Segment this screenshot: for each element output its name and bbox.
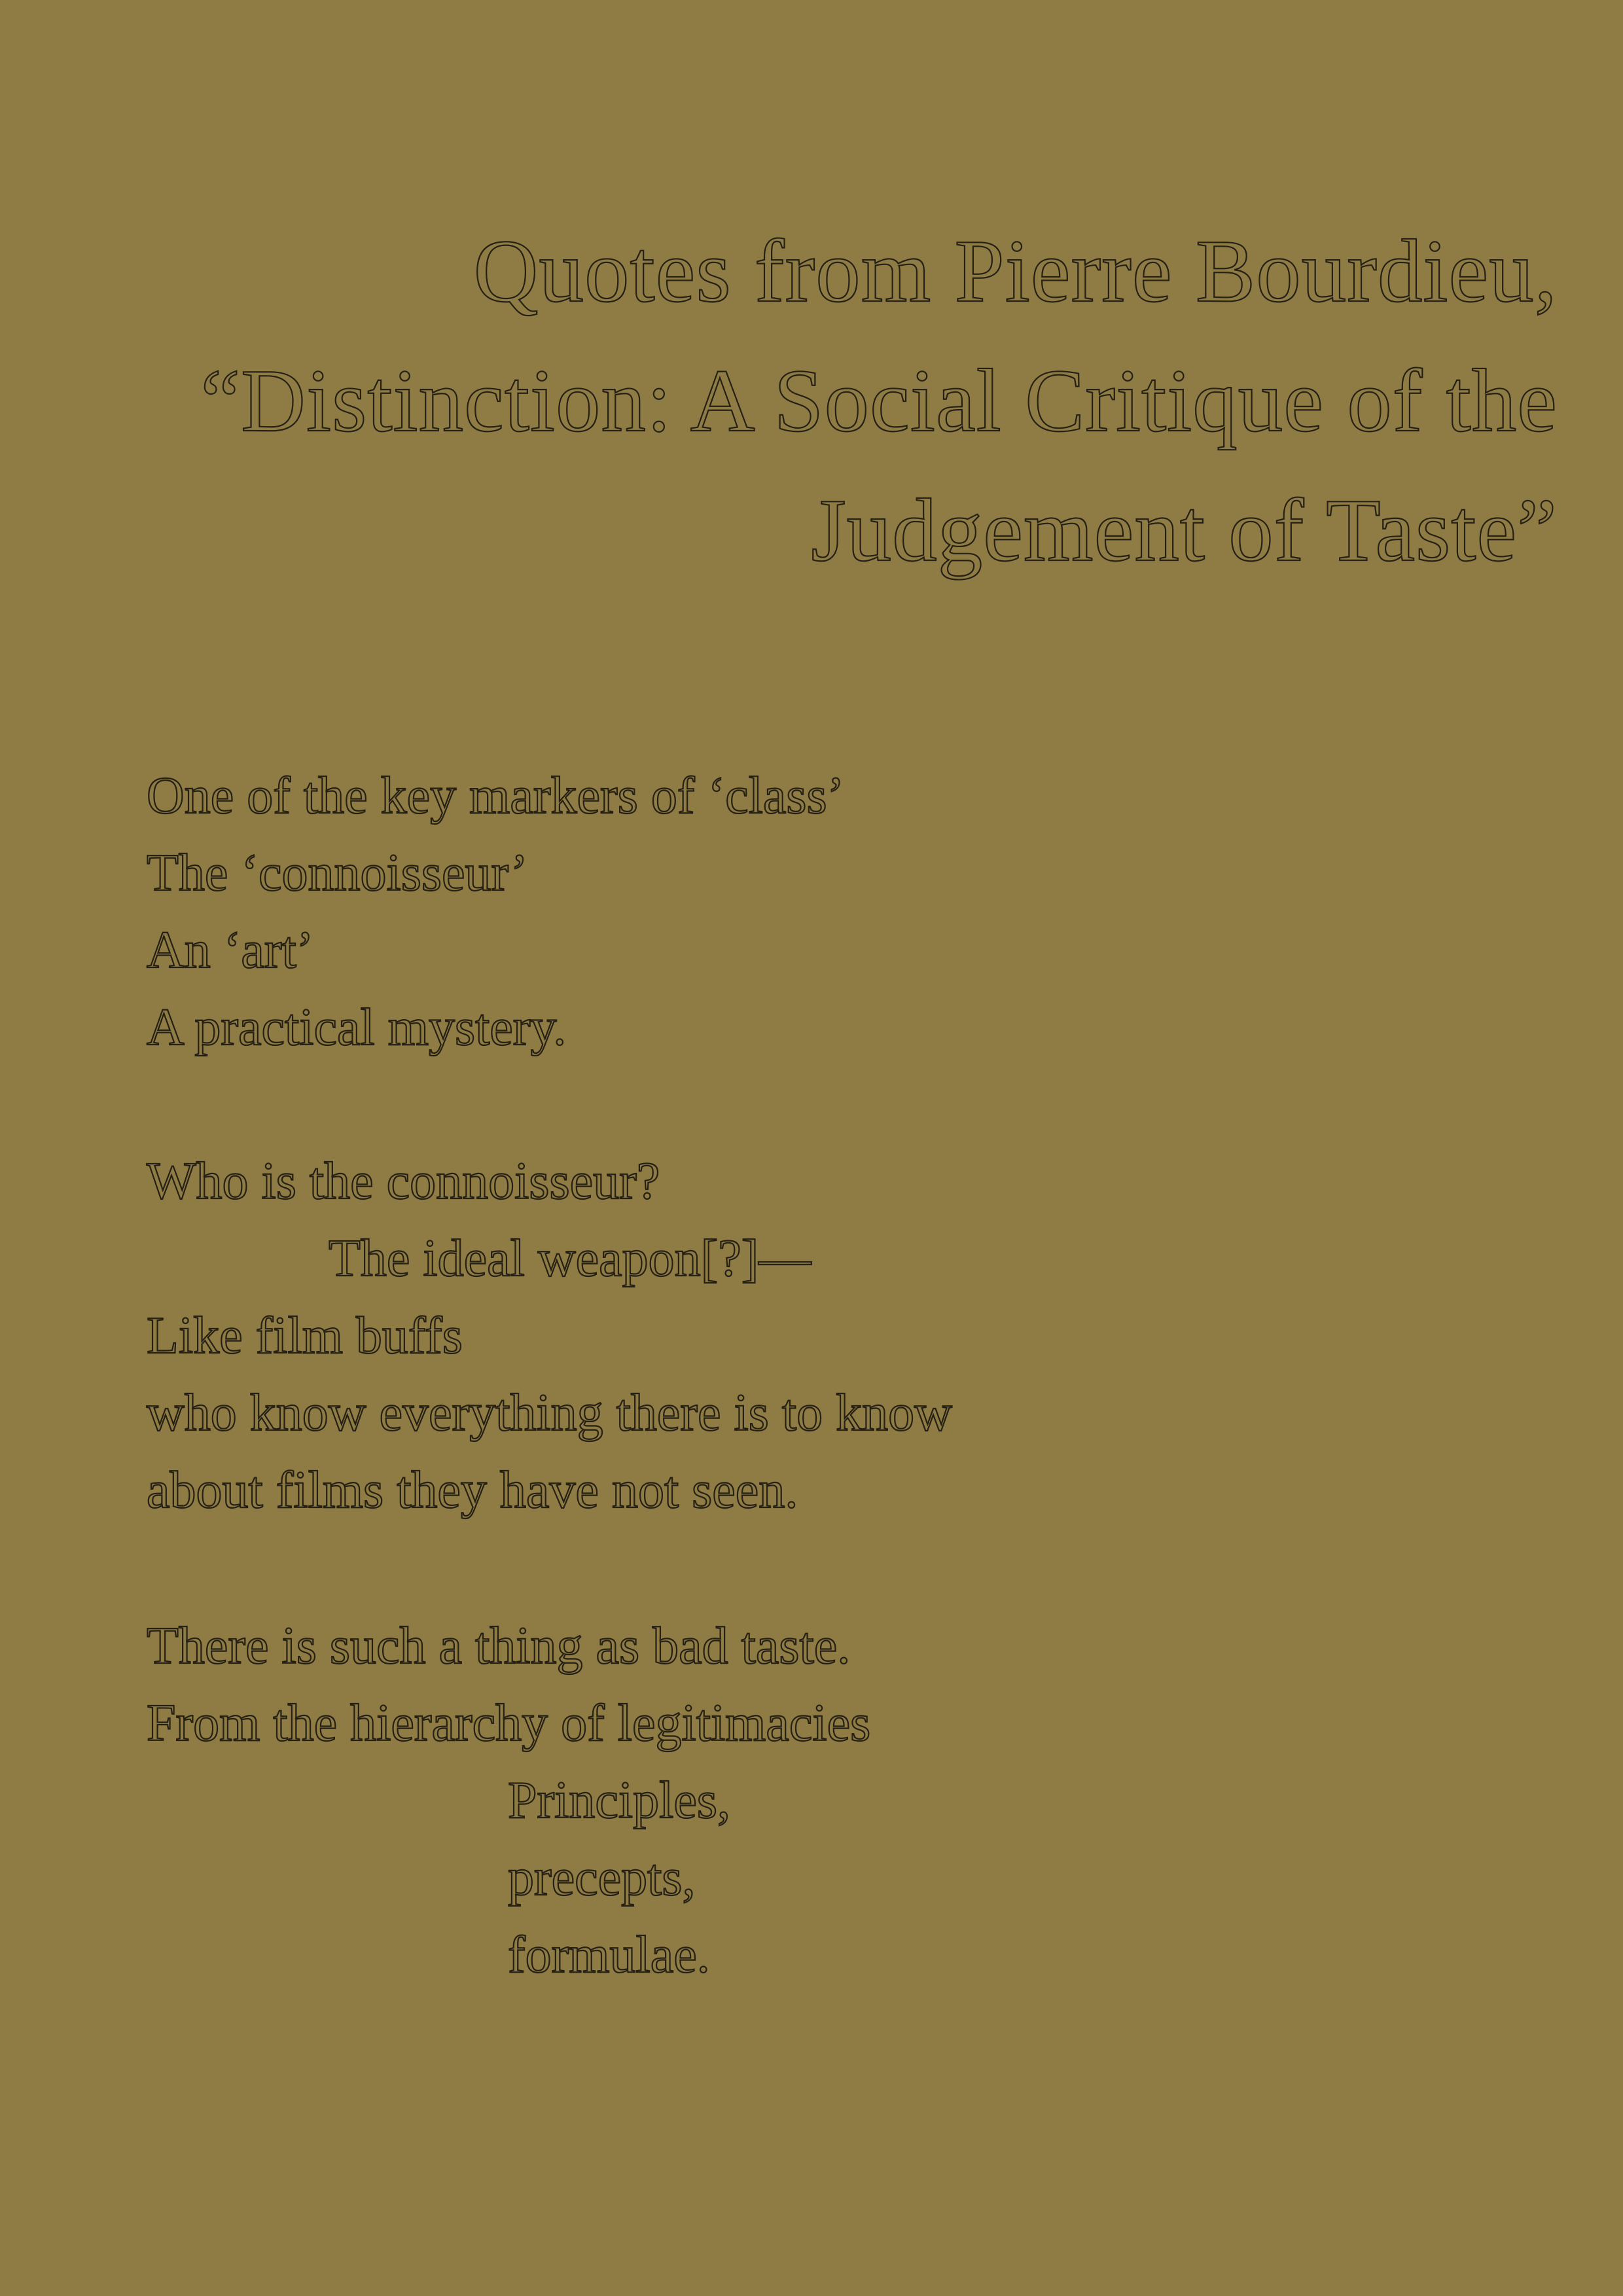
quote-stanza-2	[147, 1143, 952, 1529]
stanza-line-indented: Principles,	[508, 1772, 730, 1829]
title-line-2: “Distinction: A Social Critique of the	[200, 351, 1558, 450]
stanza-line: Like film buffs	[147, 1307, 463, 1365]
stanza-line: An ‘art’	[147, 922, 314, 979]
title-line-3: Judgement of Taste”	[811, 480, 1558, 580]
stanza-line: There is such a thing as bad taste.	[147, 1617, 851, 1675]
stanza-line-indented: precepts,	[508, 1849, 696, 1907]
quote-stanza-1	[147, 757, 844, 1066]
stanza-line: who know everything there is to know	[147, 1384, 952, 1442]
stanza-line: The ‘connoisseur’	[147, 844, 528, 902]
page-title	[65, 206, 1558, 595]
stanza-line: From the hierarchy of legitimacies	[147, 1695, 871, 1752]
quote-stanza-3	[147, 1607, 870, 1994]
stanza-line: about films they have not seen.	[147, 1462, 798, 1519]
title-line-1: Quotes from Pierre Bourdieu,	[473, 221, 1558, 321]
stanza-line-indented: The ideal weapon[?]—	[329, 1230, 812, 1287]
stanza-line-indented: formulae.	[508, 1926, 710, 1984]
stanza-line: One of the key markers of ‘class’	[147, 767, 845, 825]
stanza-line: Who is the connoisseur?	[147, 1153, 660, 1210]
stanza-line: A practical mystery.	[147, 999, 567, 1056]
